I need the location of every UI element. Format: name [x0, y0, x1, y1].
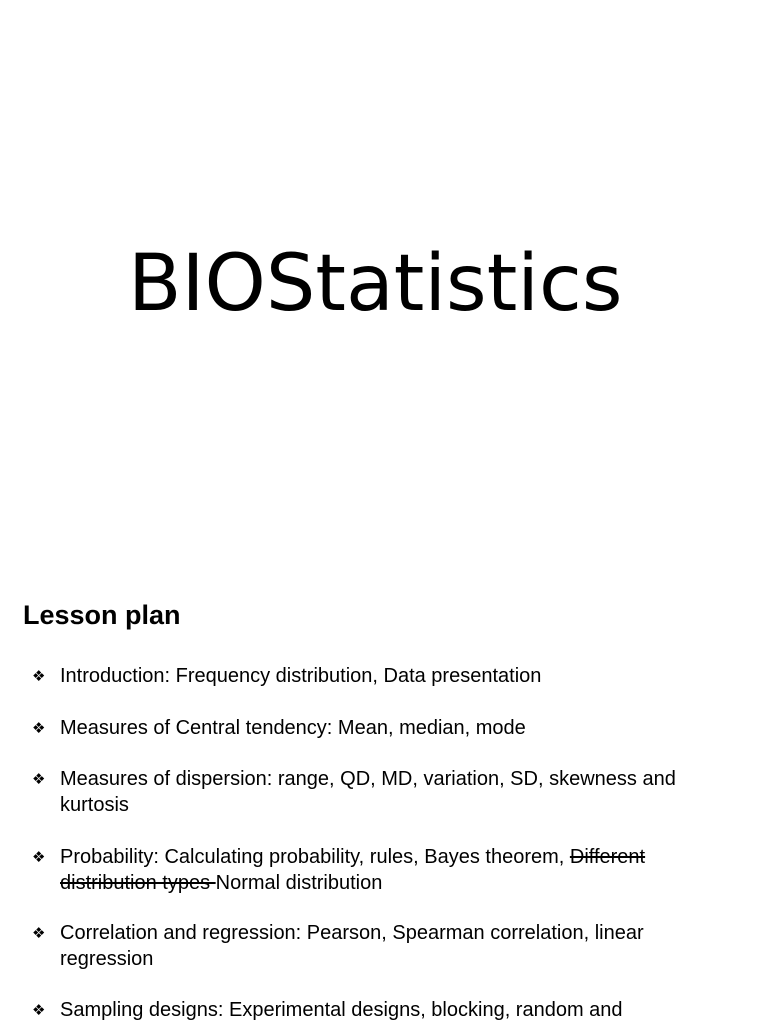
diamond-bullet-icon: ❖	[32, 770, 46, 788]
list-item-text: Correlation and regression: Pearson, Spearman correlation, linear regression	[60, 922, 644, 970]
diamond-bullet-icon: ❖	[32, 667, 46, 685]
struck-through-text: Different distribution types	[60, 846, 646, 894]
list-item	[32, 663, 732, 689]
diamond-bullet-icon: ❖	[32, 924, 46, 942]
list-item	[32, 920, 732, 972]
list-item	[32, 766, 732, 818]
list-item-text: Measures of dispersion: range, QD, MD, variation, SD, skewness and kurtosis	[60, 768, 676, 816]
lesson-plan-heading: Lesson plan	[23, 600, 181, 630]
diamond-bullet-icon: ❖	[32, 848, 46, 866]
list-item-text	[60, 844, 725, 896]
lesson-plan-slide	[0, 560, 768, 1024]
list-item-text-part: Normal distribution	[215, 872, 383, 894]
list-item-text: Sampling designs: Experimental designs, blocking, random and	[60, 999, 623, 1021]
list-item-text: Introduction: Frequency distribution, Data presentation	[60, 665, 542, 687]
list-item-text-part: Probability: Calculating probability, rules, Bayes theorem,	[60, 846, 570, 868]
list-item-text: Measures of Central tendency: Mean, median, mode	[60, 717, 526, 739]
diamond-bullet-icon: ❖	[32, 1001, 46, 1019]
list-item	[32, 844, 732, 896]
slide-title: BIOStatistics	[128, 239, 623, 329]
list-item	[32, 997, 732, 1023]
diamond-bullet-icon: ❖	[32, 719, 46, 737]
list-item	[32, 715, 732, 741]
